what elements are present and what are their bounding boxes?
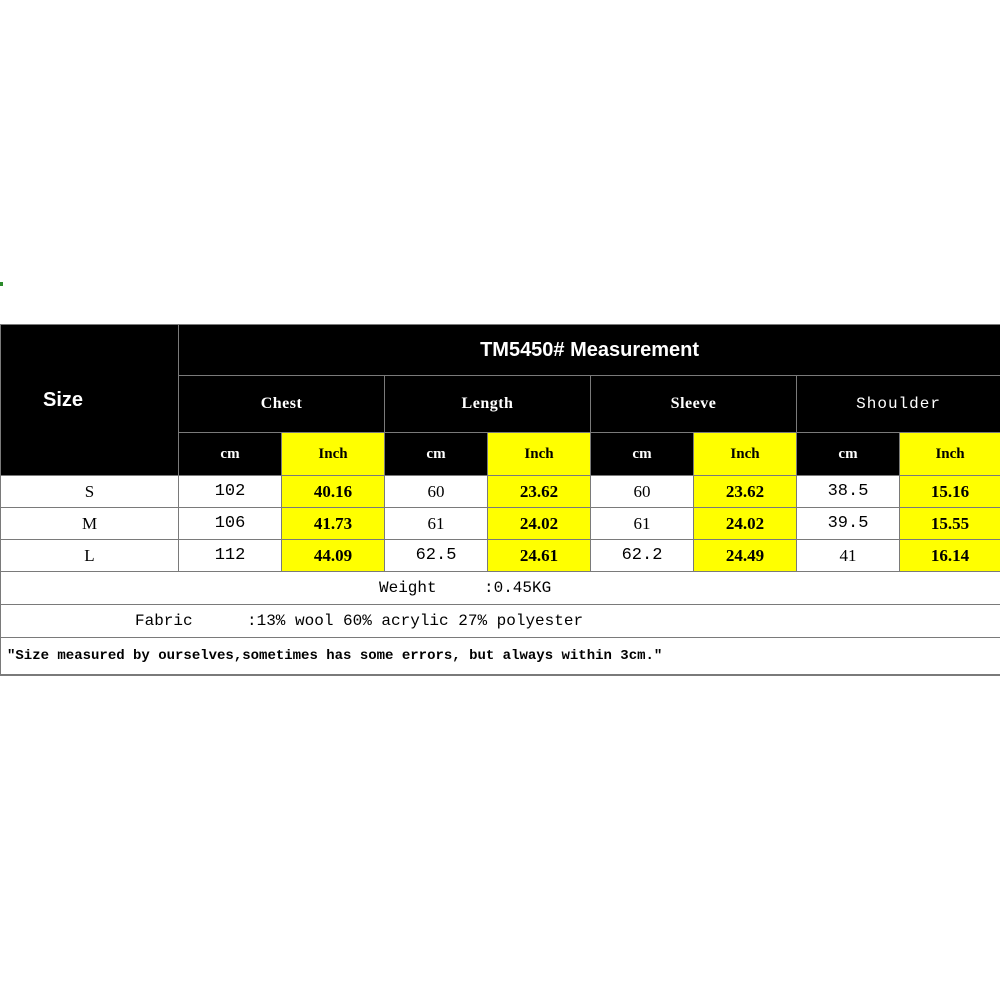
sleeve-inch-cell: 24.02 (694, 508, 797, 540)
size-cell: M (1, 508, 179, 540)
chest-inch-cell: 44.09 (282, 540, 385, 572)
chest-inch-cell: 40.16 (282, 476, 385, 508)
sleeve-cm-cell: 60 (591, 476, 694, 508)
fabric-label: Fabric (135, 612, 193, 630)
length-cm-cell: 60 (385, 476, 488, 508)
sleeve-inch-cell: 24.49 (694, 540, 797, 572)
sleeve-inch-cell: 23.62 (694, 476, 797, 508)
group-header-chest: Chest (179, 376, 385, 433)
shoulder-inch-cell: 15.55 (900, 508, 1000, 540)
sleeve-cm-cell: 62.2 (591, 540, 694, 572)
shoulder-inch-cell: 16.14 (900, 540, 1000, 572)
unit-inch-sleeve: Inch (694, 433, 797, 476)
weight-label: Weight (379, 579, 437, 597)
table-title: TM5450# Measurement (179, 325, 1000, 376)
chest-cm-cell: 106 (179, 508, 282, 540)
unit-inch-shoulder: Inch (900, 433, 1000, 476)
chest-cm-cell: 102 (179, 476, 282, 508)
group-header-sleeve: Sleeve (591, 376, 797, 433)
weight-value: :0.45KG (484, 579, 552, 597)
size-column-header: Size (1, 325, 179, 476)
table-row-m (1, 508, 1000, 540)
fabric-line (1, 605, 1000, 638)
size-disclaimer: "Size measured by ourselves,sometimes has some errors, but always within 3cm." (7, 648, 663, 664)
weight-line (1, 572, 1000, 605)
product-info (0, 572, 1000, 676)
shoulder-cm-cell: 39.5 (797, 508, 900, 540)
unit-cm-length: cm (385, 433, 488, 476)
unit-cm-shoulder: cm (797, 433, 900, 476)
fabric-value: :13% wool 60% acrylic 27% polyester (247, 612, 584, 630)
shoulder-cm-cell: 38.5 (797, 476, 900, 508)
size-disclaimer-line (1, 638, 1000, 676)
size-chart-table (0, 324, 1000, 572)
chest-cm-cell: 112 (179, 540, 282, 572)
length-cm-cell: 62.5 (385, 540, 488, 572)
length-cm-cell: 61 (385, 508, 488, 540)
title-row (1, 325, 1000, 376)
table-row-s (1, 476, 1000, 508)
group-header-length: Length (385, 376, 591, 433)
length-inch-cell: 24.02 (488, 508, 591, 540)
size-cell: L (1, 540, 179, 572)
measurement-sheet (0, 324, 1000, 676)
length-inch-cell: 23.62 (488, 476, 591, 508)
cell-corner-marker (0, 282, 3, 286)
size-cell: S (1, 476, 179, 508)
length-inch-cell: 24.61 (488, 540, 591, 572)
unit-cm-chest: cm (179, 433, 282, 476)
group-header-shoulder: Shoulder (797, 376, 1000, 433)
shoulder-inch-cell: 15.16 (900, 476, 1000, 508)
shoulder-cm-cell: 41 (797, 540, 900, 572)
table-row-l (1, 540, 1000, 572)
chest-inch-cell: 41.73 (282, 508, 385, 540)
sleeve-cm-cell: 61 (591, 508, 694, 540)
unit-cm-sleeve: cm (591, 433, 694, 476)
unit-inch-length: Inch (488, 433, 591, 476)
unit-inch-chest: Inch (282, 433, 385, 476)
